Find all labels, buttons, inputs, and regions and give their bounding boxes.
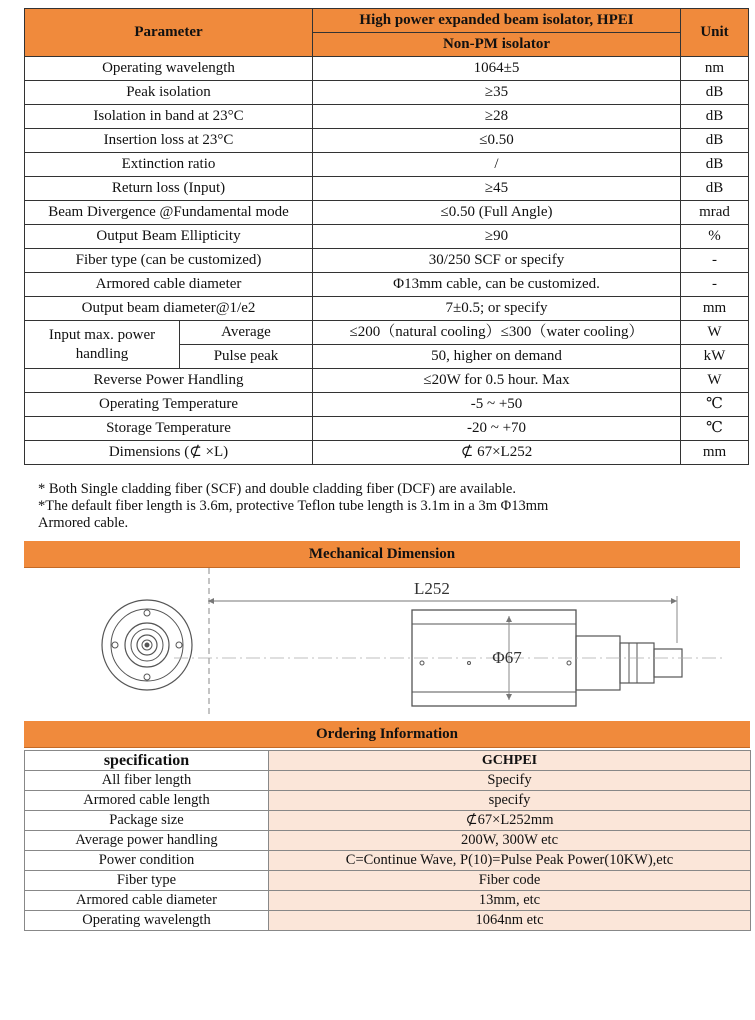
param-cell: Output beam diameter@1/e2 — [25, 297, 313, 321]
header-unit: Unit — [681, 9, 749, 57]
unit-cell: ℃ — [681, 417, 749, 441]
table-row — [25, 851, 751, 871]
power-peak-value: 50, higher on demand — [313, 345, 681, 369]
value-cell: ⊄ 67×L252 — [313, 441, 681, 465]
order-label-cell: Average power handling — [25, 831, 269, 851]
value-cell: ≤0.50 — [313, 129, 681, 153]
table-row — [25, 871, 751, 891]
order-value-cell: 1064nm etc — [269, 911, 751, 931]
length-label: L252 — [414, 579, 450, 598]
unit-cell: dB — [681, 129, 749, 153]
table-row — [25, 771, 751, 791]
power-avg-value: ≤200（natural cooling）≤300（water cooling） — [313, 321, 681, 345]
order-label-cell: Package size — [25, 811, 269, 831]
power-avg-unit: W — [681, 321, 749, 345]
param-cell: Beam Divergence @Fundamental mode — [25, 201, 313, 225]
order-value-cell: 13mm, etc — [269, 891, 751, 911]
order-label-cell: Armored cable diameter — [25, 891, 269, 911]
unit-cell: mm — [681, 297, 749, 321]
header-parameter: Parameter — [25, 9, 313, 57]
value-cell: -5 ~ +50 — [313, 393, 681, 417]
value-cell: Φ13mm cable, can be customized. — [313, 273, 681, 297]
order-value-cell: 200W, 300W etc — [269, 831, 751, 851]
power-handling-label: Input max. power handling — [25, 321, 180, 369]
diameter-label: Φ67 — [492, 648, 522, 667]
unit-cell: - — [681, 249, 749, 273]
ordering-title: Ordering Information — [24, 721, 750, 748]
spec-header-row — [25, 9, 749, 33]
order-value-cell: GCHPEI — [269, 751, 751, 771]
table-row — [25, 369, 749, 393]
table-row — [25, 177, 749, 201]
power-avg-label: Average — [180, 321, 313, 345]
order-label-cell: Fiber type — [25, 871, 269, 891]
ordering-rows — [25, 751, 751, 931]
table-row — [25, 751, 751, 771]
table-row — [25, 81, 749, 105]
spec-table — [24, 8, 749, 465]
unit-cell: % — [681, 225, 749, 249]
order-label-cell: Armored cable length — [25, 791, 269, 811]
value-cell: ≥28 — [313, 105, 681, 129]
value-cell: ≥45 — [313, 177, 681, 201]
table-row — [25, 249, 749, 273]
table-row — [25, 791, 751, 811]
value-cell: 30/250 SCF or specify — [313, 249, 681, 273]
spec-row-power-avg — [25, 321, 749, 345]
table-row — [25, 129, 749, 153]
power-peak-label: Pulse peak — [180, 345, 313, 369]
note-line-2: *The default fiber length is 3.6m, protective Teflon tube length is 3.1m in a 3m Φ13mm — [38, 498, 549, 514]
spec-rows — [25, 57, 749, 321]
table-row — [25, 417, 749, 441]
param-cell: Peak isolation — [25, 81, 313, 105]
unit-cell: dB — [681, 177, 749, 201]
mechanical-title: Mechanical Dimension — [24, 541, 740, 568]
unit-cell: mm — [681, 441, 749, 465]
unit-cell: ℃ — [681, 393, 749, 417]
value-cell: 1064±5 — [313, 57, 681, 81]
header-product: High power expanded beam isolator, HPEI — [313, 9, 681, 33]
order-label-cell: All fiber length — [25, 771, 269, 791]
unit-cell: W — [681, 369, 749, 393]
front-view — [102, 600, 192, 690]
table-row — [25, 225, 749, 249]
table-row — [25, 811, 751, 831]
table-row — [25, 105, 749, 129]
param-cell: Armored cable diameter — [25, 273, 313, 297]
order-value-cell: ⊄67×L252mm — [269, 811, 751, 831]
param-cell: Fiber type (can be customized) — [25, 249, 313, 273]
value-cell: -20 ~ +70 — [313, 417, 681, 441]
ordering-table — [24, 750, 751, 931]
table-row — [25, 273, 749, 297]
value-cell: ≤0.50 (Full Angle) — [313, 201, 681, 225]
unit-cell: mrad — [681, 201, 749, 225]
table-row — [25, 441, 749, 465]
table-row — [25, 57, 749, 81]
param-cell: Operating wavelength — [25, 57, 313, 81]
param-cell: Isolation in band at 23°C — [25, 105, 313, 129]
unit-cell: dB — [681, 81, 749, 105]
table-row — [25, 831, 751, 851]
header-variant: Non-PM isolator — [313, 33, 681, 57]
param-cell: Dimensions (⊄ ×L) — [25, 441, 313, 465]
order-value-cell: Specify — [269, 771, 751, 791]
power-peak-unit: kW — [681, 345, 749, 369]
table-row — [25, 393, 749, 417]
table-row — [25, 153, 749, 177]
param-cell: Operating Temperature — [25, 393, 313, 417]
value-cell: / — [313, 153, 681, 177]
param-cell: Reverse Power Handling — [25, 369, 313, 393]
value-cell: 7±0.5; or specify — [313, 297, 681, 321]
mechanical-drawing — [24, 568, 740, 718]
unit-cell: - — [681, 273, 749, 297]
unit-cell: dB — [681, 153, 749, 177]
note-line-3: Armored cable. — [38, 515, 129, 531]
param-cell: Return loss (Input) — [25, 177, 313, 201]
spec-rows-2 — [25, 369, 749, 465]
value-cell: ≥35 — [313, 81, 681, 105]
table-row — [25, 911, 751, 931]
order-label-cell: specification — [25, 751, 269, 771]
table-row — [25, 201, 749, 225]
order-label-cell: Power condition — [25, 851, 269, 871]
order-label-cell: Operating wavelength — [25, 911, 269, 931]
order-value-cell: Fiber code — [269, 871, 751, 891]
order-value-cell: C=Continue Wave, P(10)=Pulse Peak Power(10KW),etc — [269, 851, 751, 871]
param-cell: Output Beam Ellipticity — [25, 225, 313, 249]
param-cell: Extinction ratio — [25, 153, 313, 177]
table-row — [25, 297, 749, 321]
unit-cell: dB — [681, 105, 749, 129]
table-row — [25, 891, 751, 911]
param-cell: Storage Temperature — [25, 417, 313, 441]
param-cell: Insertion loss at 23°C — [25, 129, 313, 153]
note-line-1: * Both Single cladding fiber (SCF) and double cladding fiber (DCF) are available. — [38, 481, 516, 497]
value-cell: ≤20W for 0.5 hour. Max — [313, 369, 681, 393]
unit-cell: nm — [681, 57, 749, 81]
value-cell: ≥90 — [313, 225, 681, 249]
order-value-cell: specify — [269, 791, 751, 811]
notes — [38, 481, 738, 532]
